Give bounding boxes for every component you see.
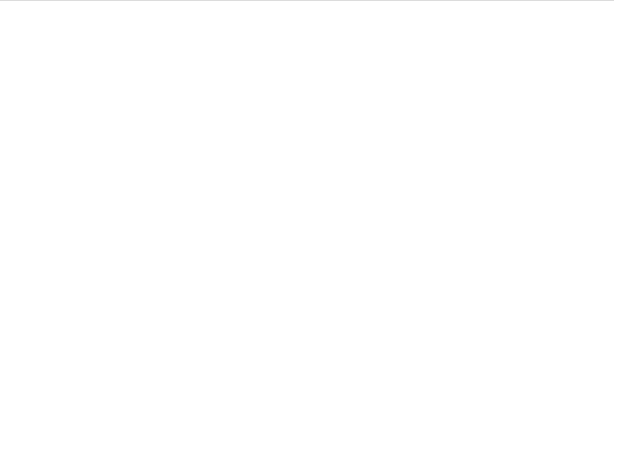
weekday-header [0, 0, 614, 37]
